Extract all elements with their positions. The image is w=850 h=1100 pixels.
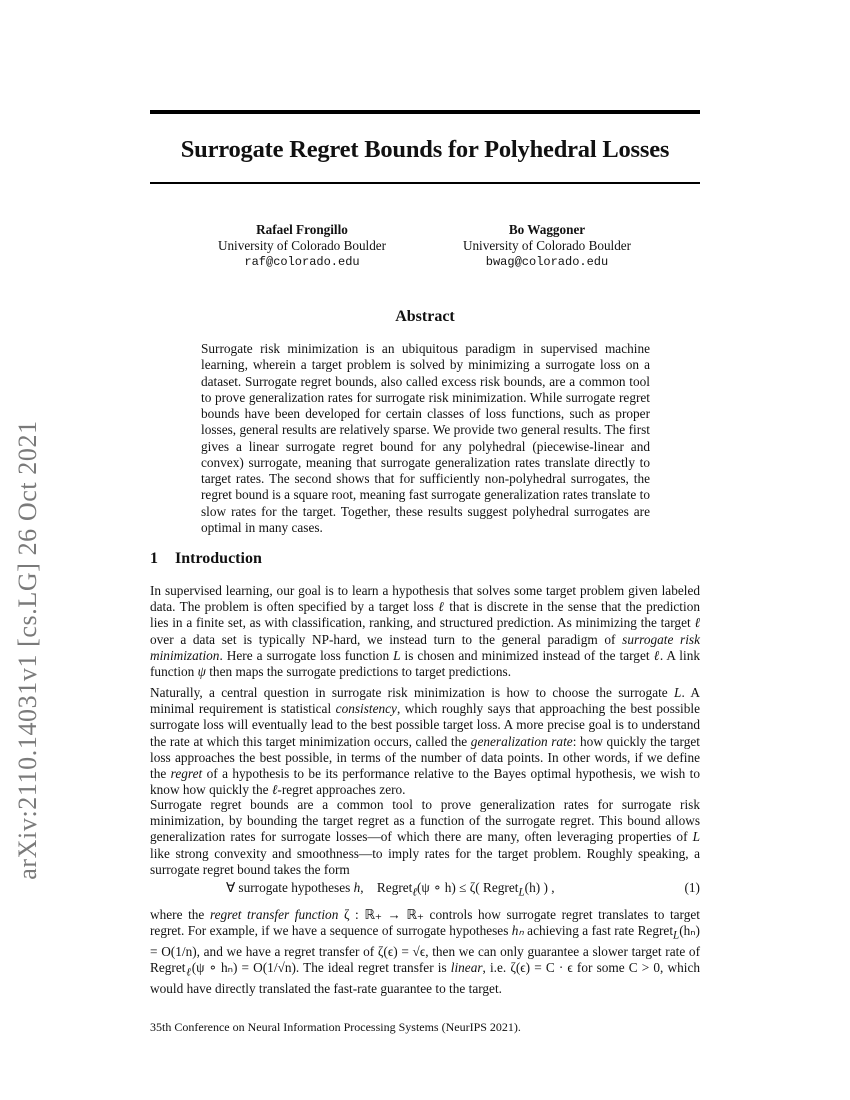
author-block-1 [182,222,422,270]
author-affiliation: University of Colorado Boulder [462,238,632,253]
author-affiliation: University of Colorado Boulder [217,238,387,253]
section-heading [150,550,262,568]
equation-1 [150,880,700,898]
paragraph-3: Surrogate regret bounds are a common tool to prove generalization rates for surrogate risk minimization, by bounding the target regret as a function of the surrogate regret. This bound allows generalization rates for surrogate losses—of which there are many, often leveraging properties of L like strong convexity and smoothness—to imply rates for the target problem. Roughly speaking, a surrogate regret bound takes the form [150,797,700,877]
author-email[interactable]: bwag@colorado.edu [485,255,609,269]
paragraph-1: In supervised learning, our goal is to learn a hypothesis that solves some target problem given labeled data. The problem is often specified by a target loss ℓ that is discrete in the sense that the prediction lies in a finite set, as with classification, ranking, and structured prediction. As minimizing the target ℓ over a data set is typically NP-hard, we instead turn to the general paradigm of surrogate risk minimization. Here a surrogate loss function L is chosen and minimized instead of the target ℓ. A link function ψ then maps the surrogate predictions to target predictions. [150,583,700,680]
section-number: 1 [150,550,158,567]
equation-number: (1) [684,880,700,895]
author-email[interactable]: raf@colorado.edu [244,255,360,269]
abstract-heading: Abstract [395,308,455,325]
conference-footer: 35th Conference on Neural Information Processing Systems (NeurIPS 2021). [150,1020,521,1034]
equation-body: ∀ surrogate hypotheses h, Regret$_\ell$(ψ ∘ h) ≤ ζ( Regret$_L$(h) ) , [226,880,555,899]
title-bottom-rule [150,182,700,184]
paragraph-2: Naturally, a central question in surrogate risk minimization is how to choose the surrogate L. A minimal requirement is statistical consistency, which roughly says that approaching the best possible surrogate loss will eventually lead to the best possible target loss. A more precise goal is to understand the rate at which this target minimization occurs, called the generalization rate: how quickly the target loss approaches the best possible, in terms of the number of data points. In other words, if we define the regret of a hypothesis to be its performance relative to the Bayes optimal hypothesis, we wish to know how quickly the ℓ-regret approaches zero. [150,685,700,798]
abstract-text: Surrogate risk minimization is an ubiquitous paradigm in supervised machine learning, wherein a target problem is solved by minimizing a surrogate loss on a dataset. Surrogate regret bounds, also called excess risk bounds, are a common tool to prove generalization rates for surrogate risk minimization. While surrogate regret bounds have been developed for certain classes of loss functions, such as proper losses, general results are relatively sparse. We provide two general results. The first gives a linear surrogate regret bound for any polyhedral (piecewise-linear and convex) surrogate, meaning that surrogate generalization rates translate directly to target rates. The second shows that for sufficiently non-polyhedral surrogates, the regret bound is a square root, meaning fast surrogate generalization rates translate to slow rates for the target. Together, these results suggest polyhedral surrogates are optimal in many cases. [201,341,650,535]
author-name: Bo Waggoner [508,222,586,237]
paper-title: Surrogate Regret Bounds for Polyhedral Losses [180,136,670,163]
author-block-2 [427,222,667,270]
arxiv-id: arXiv:2110.14031v1 [cs.LG] 26 Oct 2021 [13,420,42,880]
author-name: Rafael Frongillo [256,222,348,237]
paragraph-4: where the regret transfer function ζ : ℝ₊ → ℝ₊ controls how surrogate regret translates to target regret. For example, if we have a sequence of surrogate hypotheses hₙ achieving a fast rate Regret$_L$(hₙ) = O(1/n), and we have a regret transfer of ζ(ϵ) = √ϵ, then we can only guarantee a slower target rate of Regret$_\ell$(ψ ∘ hₙ) = O(1/√n). The ideal regret transfer is linear, i.e. ζ(ϵ) = C · ϵ for some C > 0, which would have directly translated the fast-rate guarantee to the target. [150,907,700,997]
title-top-rule [150,110,700,114]
section-title: Introduction [175,550,262,567]
